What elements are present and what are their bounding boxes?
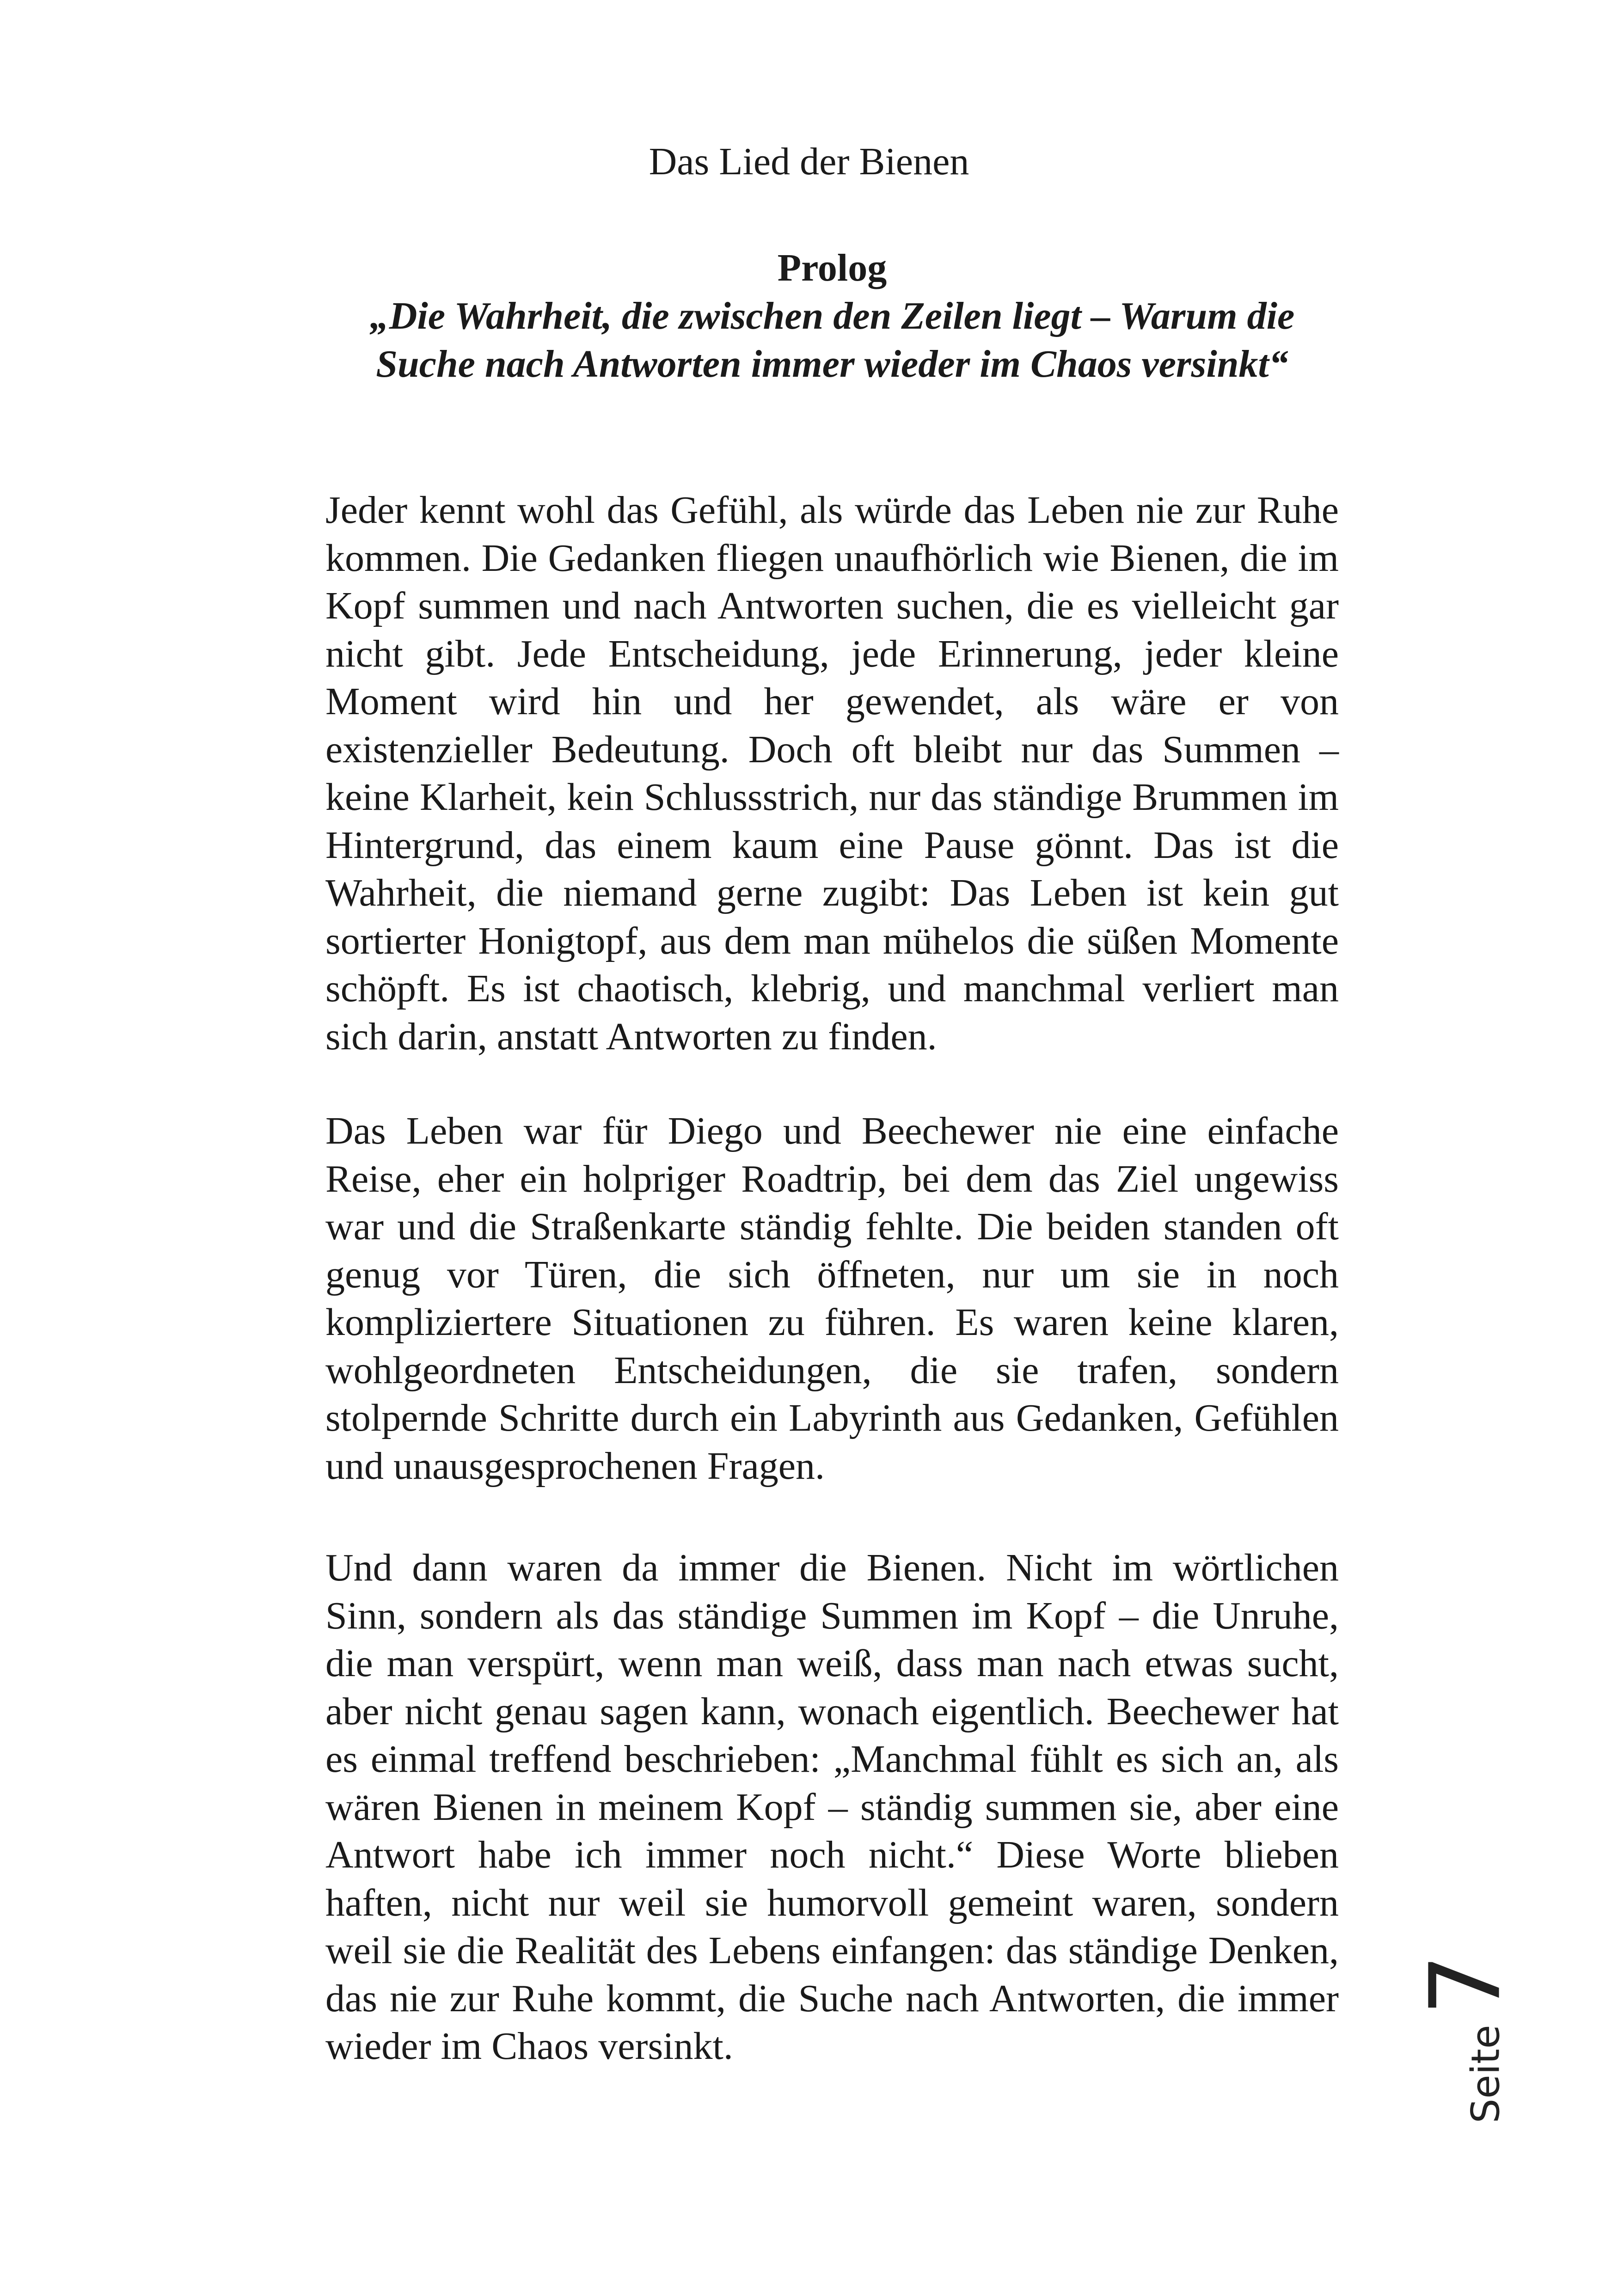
page-number: 7 <box>1409 1953 1522 2016</box>
book-title: Das Lied der Bienen <box>649 140 969 183</box>
page-number-footer <box>1405 1923 1526 2154</box>
chapter-label: Prolog <box>777 246 887 289</box>
body-paragraph-3: Und dann waren da immer die Bienen. Nicht im wörtlichen Sinn, sondern als das ständige Summen im Kopf – die Unruhe, die man verspürt, wenn man weiß, dass man nach etwas sucht, aber nicht genau sagen kann, wonach eigentlich. Beechewer hat es einmal treffend beschrieben: „Manchmal fühlt es sich an, als wären Bienen in meinem Kopf – ständig summen sie, aber eine Antwort habe ich immer noch nicht.“ Diese Worte blieben haften, nicht nur weil sie humorvoll gemeint waren, sondern weil sie die Realität des Lebens einfangen: das ständige Denken, das nie zur Ruhe kommt, die Suche nach Antworten, die immer wieder im Chaos versinkt. <box>325 1546 1339 2068</box>
body-paragraph-1: Jeder kennt wohl das Gefühl, als würde das Leben nie zur Ruhe kommen. Die Gedanken fliegen unaufhörlich wie Bienen, die im Kopf summen und nach Antworten suchen, die es vielleicht gar nicht gibt. Jede Entscheidung, jede Erinnerung, jeder kleine Moment wird hin und her gewendet, als wäre er von existenzieller Bedeutung. Doch oft bleibt nur das Summen – keine Klarheit, kein Schlussstrich, nur das ständige Brummen im Hintergrund, das einem kaum eine Pause gönnt. Das ist die Wahrheit, die niemand gerne zugibt: Das Leben ist kein gut sortierter Honigtopf, aus dem man mühelos die süßen Momente schöpft. Es ist chaotisch, klebrig, und manchmal verliert man sich darin, anstatt Antworten zu finden. <box>325 489 1339 1058</box>
page-label: Seite <box>1463 2025 1508 2124</box>
chapter-subtitle: „Die Wahrheit, die zwischen den Zeilen liegt – Warum die Suche nach Antworten immer wieder im Chaos versinkt“ <box>369 294 1295 386</box>
body-paragraph-2: Das Leben war für Diego und Beechewer nie eine einfache Reise, eher ein holpriger Roadtrip, bei dem das Ziel ungewiss war und die Straßenkarte ständig fehlte. Die beiden standen oft genug vor Türen, die sich öffneten, nur um sie in noch kompliziertere Situationen zu führen. Es waren keine klaren, wohlgeordneten Entscheidungen, die sie trafen, sondern stolpernde Schritte durch ein Labyrinth aus Gedanken, Gefühlen und unausgesprochenen Fragen. <box>325 1109 1339 1488</box>
page-number-rotated <box>1409 1954 1522 2124</box>
chapter-heading <box>324 244 1341 388</box>
